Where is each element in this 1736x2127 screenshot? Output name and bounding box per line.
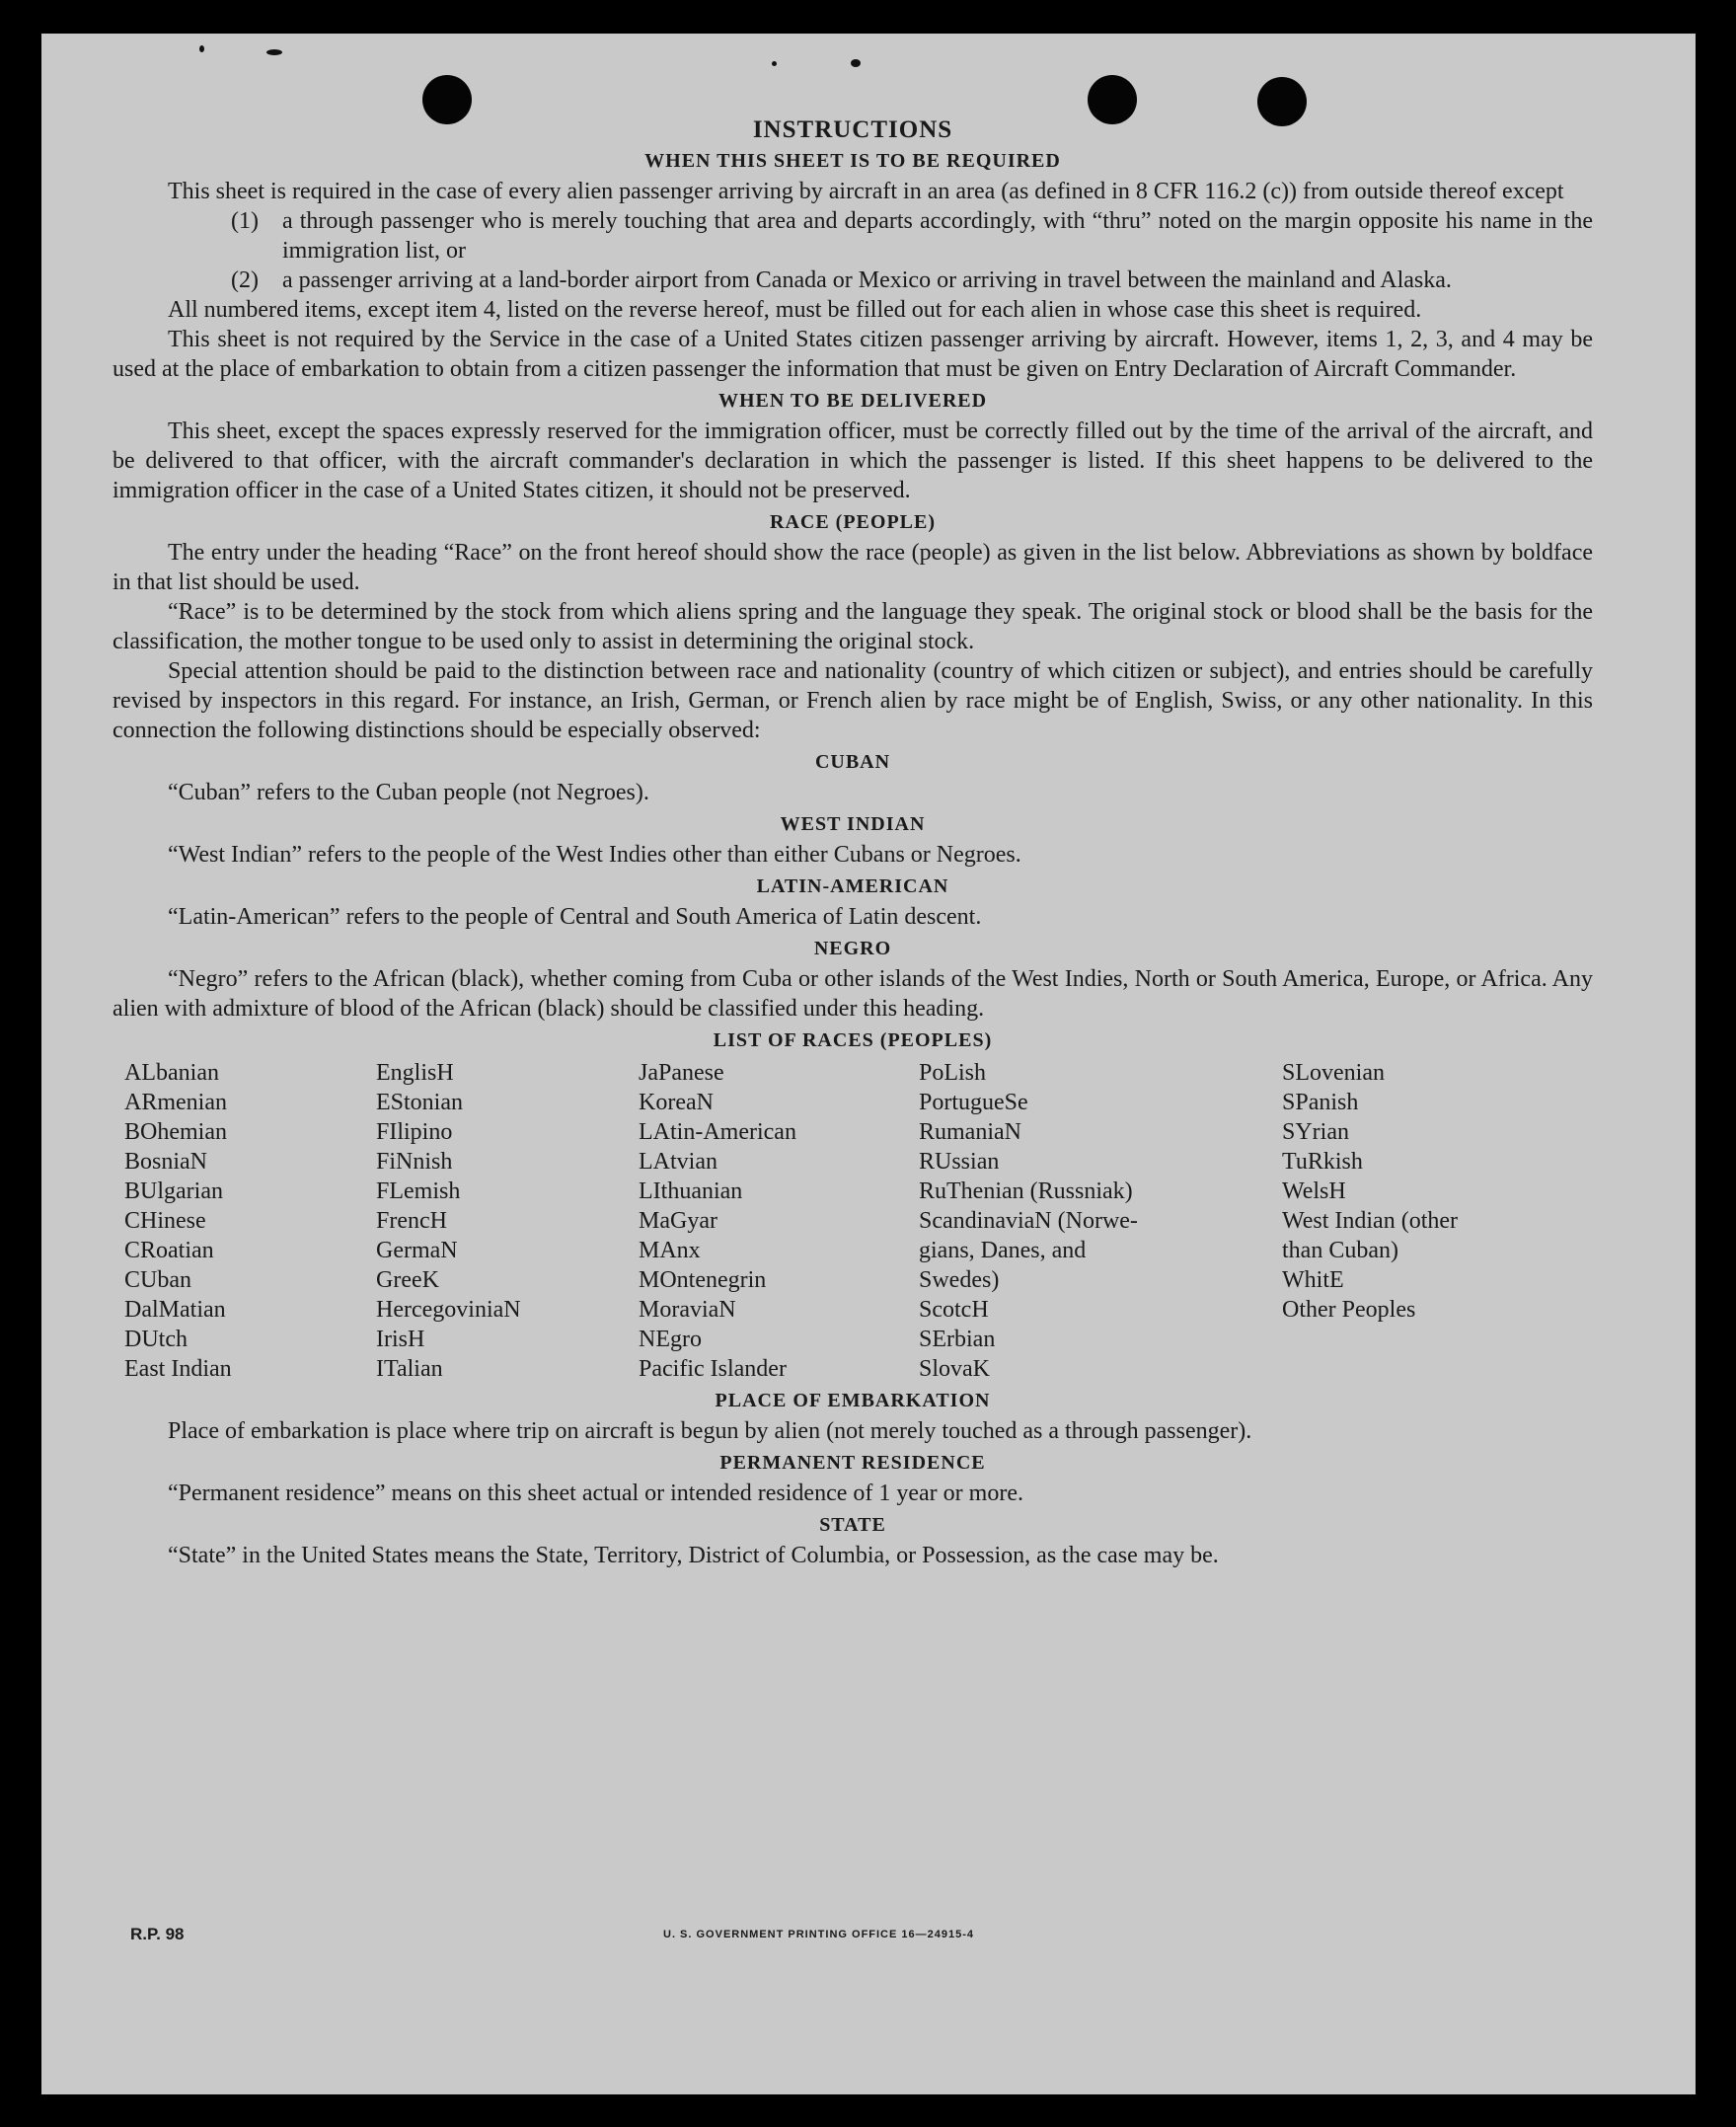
race-entry: LIthuanian xyxy=(639,1178,743,1204)
form-number: R.P. 98 xyxy=(130,1925,185,1943)
paragraph: “Negro” refers to the African (black), whether coming from Cuba or other islands of the West Indies, North or South America, Europe, or Africa. Any alien with admixture of blood of the African (black) should be classified under this heading. xyxy=(113,966,1593,1022)
paragraph: “State” in the United States means the State, Territory, District of Columbia, or Possession, as the case may be. xyxy=(168,1543,1219,1568)
race-entry: ScandinaviaN (Norwe- gians, Danes, and Swedes) xyxy=(919,1208,1138,1293)
race-entry: JaPanese xyxy=(639,1060,724,1086)
section-heading-west-indian: WEST INDIAN xyxy=(780,813,926,835)
race-entry: RumaniaN xyxy=(919,1119,1021,1145)
race-entry: HercegoviniaN xyxy=(376,1297,521,1323)
race-entry: SLovenian xyxy=(1282,1060,1385,1086)
race-entry: MAnx xyxy=(639,1238,701,1263)
race-entry: PortugueSe xyxy=(919,1090,1028,1115)
paragraph: This sheet is required in the case of every alien passenger arriving by aircraft in an area (as defined in 8 CFR 116.2 (c)) from outside thereof except xyxy=(168,179,1564,204)
exception-list xyxy=(231,206,1593,295)
race-column xyxy=(1282,1058,1558,1384)
page-footer xyxy=(41,1925,1696,1964)
race-entry: FiNnish xyxy=(376,1149,453,1175)
race-entry: ITalian xyxy=(376,1356,443,1382)
race-entry: CUban xyxy=(124,1267,191,1293)
ink-speck xyxy=(851,59,861,67)
race-entry: Other Peoples xyxy=(1282,1297,1416,1323)
paragraph: This sheet is not required by the Service in the case of a United States citizen passenger arriving by aircraft. However, items 1, 2, 3, and 4 may be used at the place of embarkation to obtain from a citizen passenger the information that must be given on Entry Declaration of Aircraft Commander. xyxy=(113,327,1593,382)
race-entry: West Indian (other than Cuban) xyxy=(1282,1208,1459,1263)
race-entry: SlovaK xyxy=(919,1356,990,1382)
race-entry: ARmenian xyxy=(124,1090,227,1115)
printer-imprint: U. S. GOVERNMENT PRINTING OFFICE 16—24915-4 xyxy=(663,1929,975,1940)
race-list xyxy=(124,1058,1593,1384)
section-heading-negro: NEGRO xyxy=(813,938,892,959)
race-entry: BosniaN xyxy=(124,1149,207,1175)
race-entry: GermaN xyxy=(376,1238,458,1263)
item-text: a through passenger who is merely touching that area and departs accordingly, with “thru” noted on the margin opposite his name in the immigration list, or xyxy=(282,208,1593,264)
race-entry: SErbian xyxy=(919,1327,996,1352)
race-entry: EnglisH xyxy=(376,1060,454,1086)
race-entry: SPanish xyxy=(1282,1090,1359,1115)
race-column xyxy=(124,1058,376,1384)
section-heading-race-list: LIST OF RACES (PEOPLES) xyxy=(713,1029,993,1051)
race-entry: BUlgarian xyxy=(124,1178,223,1204)
item-text: a passenger arriving at a land-border airport from Canada or Mexico or arriving in travel between the mainland and Alaska. xyxy=(282,267,1452,293)
race-entry: TuRkish xyxy=(1282,1149,1363,1175)
race-entry: DalMatian xyxy=(124,1297,226,1323)
race-entry: ScotcH xyxy=(919,1297,989,1323)
race-entry: FIlipino xyxy=(376,1119,453,1145)
definition-text: “West Indian” refers to the people of the West Indies other than either Cubans or Negroes. xyxy=(168,842,1021,868)
document-page xyxy=(41,34,1696,2094)
race-entry: Pacific Islander xyxy=(639,1356,787,1382)
race-entry: PoLish xyxy=(919,1060,987,1086)
paragraph: Special attention should be paid to the distinction between race and nationality (country of which citizen or subject), and entries should be carefully revised by inspectors in this regard. For instance, an Irish, German, or French alien by race might be of English, Swiss, or any other nationality. In this connection the following distinctions should be especially observed: xyxy=(113,658,1593,743)
instructions-content xyxy=(113,116,1593,1570)
section-heading-residence: PERMANENT RESIDENCE xyxy=(719,1452,986,1474)
race-entry: IrisH xyxy=(376,1327,425,1352)
race-entry: MoraviaN xyxy=(639,1297,736,1323)
paragraph: All numbered items, except item 4, listed on the reverse hereof, must be filled out for each alien in whose case this sheet is required. xyxy=(168,297,1422,323)
section-heading-embarkation: PLACE OF EMBARKATION xyxy=(715,1390,991,1411)
page-title: INSTRUCTIONS xyxy=(752,116,953,143)
paragraph: “Race” is to be determined by the stock from which aliens spring and the language they speak. The original stock or blood shall be the basis for the classification, the mother tongue to be used only to assist in determining the original stock. xyxy=(113,599,1593,654)
race-entry: East Indian xyxy=(124,1356,232,1382)
section-heading-state: STATE xyxy=(819,1514,886,1536)
definition-text: “Cuban” refers to the Cuban people (not Negroes). xyxy=(168,780,649,805)
list-item xyxy=(231,266,1593,295)
race-entry: KoreaN xyxy=(639,1090,714,1115)
list-item xyxy=(231,206,1593,266)
race-entry: BOhemian xyxy=(124,1119,227,1145)
paragraph: Place of embarkation is place where trip on aircraft is begun by alien (not merely touched as a through passenger). xyxy=(168,1418,1252,1444)
race-entry: SYrian xyxy=(1282,1119,1349,1145)
section-heading-required: WHEN THIS SHEET IS TO BE REQUIRED xyxy=(644,150,1061,172)
item-number: (2) xyxy=(231,267,259,293)
race-entry: ALbanian xyxy=(124,1060,219,1086)
race-entry: LAtvian xyxy=(639,1149,717,1175)
section-heading-cuban: CUBAN xyxy=(814,751,891,773)
item-number: (1) xyxy=(231,208,259,234)
race-entry: FLemish xyxy=(376,1178,461,1204)
race-column xyxy=(376,1058,639,1384)
definition-text: “Latin-American” refers to the people of Central and South America of Latin descent. xyxy=(168,904,982,930)
section-heading-race: RACE (PEOPLE) xyxy=(770,511,936,533)
race-entry: FrencH xyxy=(376,1208,447,1234)
race-entry: MOntenegrin xyxy=(639,1267,767,1293)
race-entry: GreeK xyxy=(376,1267,439,1293)
race-column xyxy=(639,1058,919,1384)
race-entry: EStonian xyxy=(376,1090,463,1115)
race-entry: CHinese xyxy=(124,1208,206,1234)
race-entry: RuThenian (Russniak) xyxy=(919,1178,1133,1204)
section-heading-latin-american: LATIN-AMERICAN xyxy=(756,875,949,897)
paragraph: The entry under the heading “Race” on the front hereof should show the race (people) as given in the list below. Abbreviations as shown by boldface in that list should be used. xyxy=(113,540,1593,595)
race-entry: MaGyar xyxy=(639,1208,717,1234)
race-entry: CRoatian xyxy=(124,1238,214,1263)
section-heading-delivered: WHEN TO BE DELIVERED xyxy=(717,390,988,412)
ink-speck xyxy=(266,49,282,55)
paragraph: This sheet, except the spaces expressly reserved for the immigration officer, must be correctly filled out by the time of the arrival of the aircraft, and be delivered to that officer, with the aircraft commander's declaration in which the passenger is listed. If this sheet happens to be delivered to the immigration officer in the case of a United States citizen, it should not be preserved. xyxy=(113,418,1593,503)
paragraph: “Permanent residence” means on this sheet actual or intended residence of 1 year or more. xyxy=(168,1481,1023,1506)
race-entry: LAtin-American xyxy=(639,1119,796,1145)
race-entry: WelsH xyxy=(1282,1178,1346,1204)
ink-speck xyxy=(199,45,204,52)
race-entry: NEgro xyxy=(639,1327,702,1352)
race-entry: DUtch xyxy=(124,1327,188,1352)
race-entry: WhitE xyxy=(1282,1267,1344,1293)
race-column xyxy=(919,1058,1282,1384)
race-entry: RUssian xyxy=(919,1149,1000,1175)
ink-speck xyxy=(772,61,777,66)
